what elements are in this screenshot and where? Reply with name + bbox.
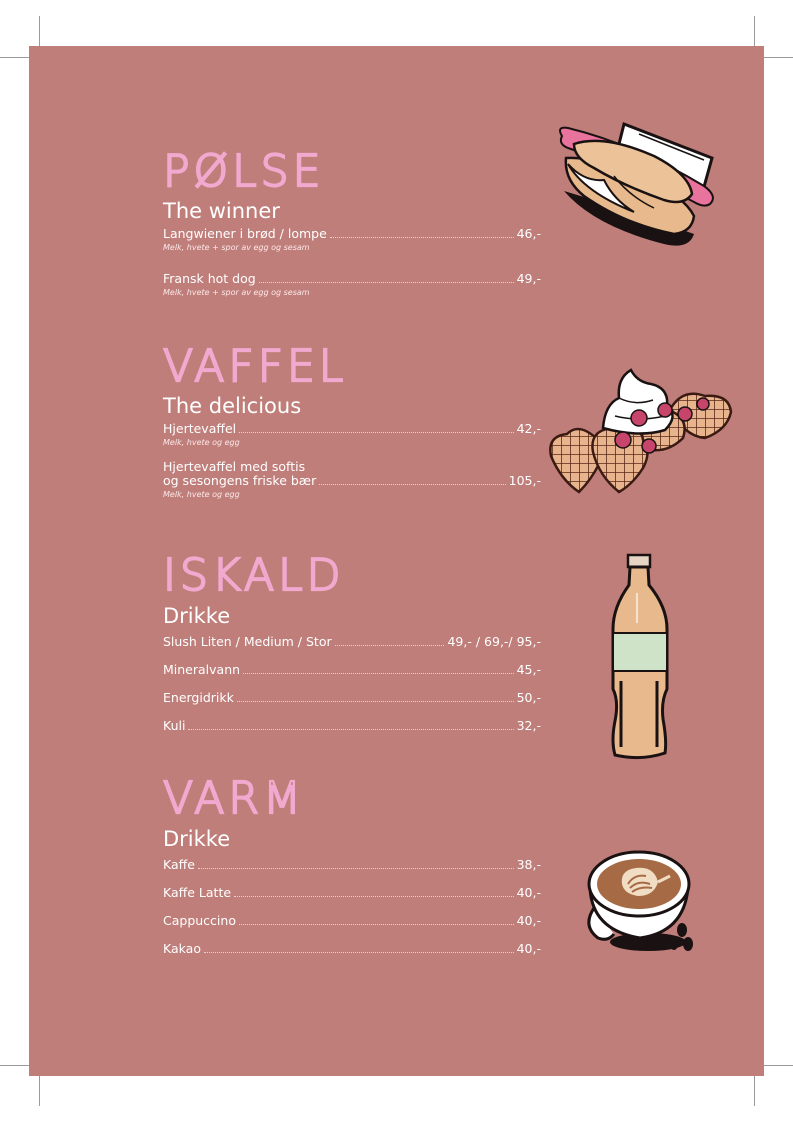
item-name: Langwiener i brød / lompe bbox=[163, 226, 327, 241]
dot-leader bbox=[259, 282, 514, 283]
item-name: Fransk hot dog bbox=[163, 271, 256, 286]
section-vaffel bbox=[163, 341, 541, 500]
section-polse bbox=[163, 146, 541, 298]
crop-mark bbox=[0, 57, 30, 58]
item-price: 42,- bbox=[516, 421, 541, 436]
crop-mark bbox=[39, 16, 40, 46]
section-title: PØLSE bbox=[163, 146, 325, 197]
item-name: Mineralvann bbox=[163, 662, 241, 677]
dot-leader bbox=[239, 432, 513, 433]
item-price: 32,- bbox=[516, 718, 541, 733]
dot-leader bbox=[239, 924, 514, 925]
section-subtitle: Drikke bbox=[163, 827, 231, 851]
item-price: 40,- bbox=[516, 913, 541, 928]
coffee-cup-illustration bbox=[584, 846, 704, 958]
menu-item bbox=[163, 914, 541, 928]
item-price: 49,- / 69,-/ 95,- bbox=[447, 634, 541, 649]
item-name: Slush Liten / Medium / Stor bbox=[163, 634, 332, 649]
dot-leader bbox=[243, 673, 514, 674]
section-varm bbox=[163, 773, 541, 956]
section-subtitle: Drikke bbox=[163, 604, 231, 628]
soda-bottle-illustration bbox=[607, 551, 673, 765]
item-price: 40,- bbox=[516, 941, 541, 956]
dot-leader bbox=[204, 952, 514, 953]
menu-item bbox=[163, 886, 541, 900]
item-name: Kakao bbox=[163, 941, 201, 956]
item-allergens: Melk, hvete og egg bbox=[163, 490, 240, 499]
section-title: VARM bbox=[163, 773, 305, 824]
crop-mark bbox=[0, 1065, 30, 1066]
menu-item bbox=[163, 460, 541, 500]
item-price: 105,- bbox=[508, 473, 541, 488]
dot-leader bbox=[188, 729, 513, 730]
item-price: 40,- bbox=[516, 885, 541, 900]
menu-item bbox=[163, 663, 541, 677]
item-allergens: Melk, hvete + spor av egg og sesam bbox=[163, 288, 310, 297]
dot-leader bbox=[237, 701, 514, 702]
dot-leader bbox=[330, 237, 514, 238]
dot-leader bbox=[234, 896, 514, 897]
crop-mark bbox=[763, 1065, 793, 1066]
section-subtitle: The winner bbox=[163, 199, 280, 223]
item-price: 49,- bbox=[516, 271, 541, 286]
section-title: VAFFEL bbox=[163, 341, 348, 392]
menu-item bbox=[163, 942, 541, 956]
item-name: Kaffe bbox=[163, 857, 195, 872]
item-name: og sesongens friske bær bbox=[163, 473, 317, 488]
item-price: 50,- bbox=[516, 690, 541, 705]
item-name: Hjertevaffel bbox=[163, 421, 237, 436]
menu-page bbox=[29, 46, 764, 1076]
item-price: 38,- bbox=[516, 857, 541, 872]
crop-mark bbox=[754, 16, 755, 46]
menu-item bbox=[163, 858, 541, 872]
hotdog-illustration bbox=[554, 116, 724, 252]
crop-mark bbox=[754, 1076, 755, 1106]
item-name: Energidrikk bbox=[163, 690, 234, 705]
section-subtitle: The delicious bbox=[163, 394, 302, 418]
section-iskald bbox=[163, 550, 541, 733]
item-allergens: Melk, hvete og egg bbox=[163, 438, 240, 447]
item-name-line1: Hjertevaffel med softis bbox=[163, 459, 306, 474]
item-price: 46,- bbox=[516, 226, 541, 241]
item-allergens: Melk, hvete + spor av egg og sesam bbox=[163, 243, 310, 252]
dot-leader bbox=[198, 868, 514, 869]
menu-item bbox=[163, 227, 541, 253]
menu-item bbox=[163, 635, 541, 649]
menu-item bbox=[163, 691, 541, 705]
menu-item bbox=[163, 719, 541, 733]
section-title: ISKALD bbox=[163, 550, 345, 601]
crop-mark bbox=[763, 57, 793, 58]
item-name: Cappuccino bbox=[163, 913, 236, 928]
waffle-illustration bbox=[543, 364, 735, 500]
item-name: Kuli bbox=[163, 718, 186, 733]
crop-mark bbox=[39, 1076, 40, 1106]
menu-item bbox=[163, 272, 541, 298]
dot-leader bbox=[335, 645, 445, 646]
menu-item bbox=[163, 422, 541, 448]
item-price: 45,- bbox=[516, 662, 541, 677]
dot-leader bbox=[319, 484, 505, 485]
item-name: Kaffe Latte bbox=[163, 885, 232, 900]
